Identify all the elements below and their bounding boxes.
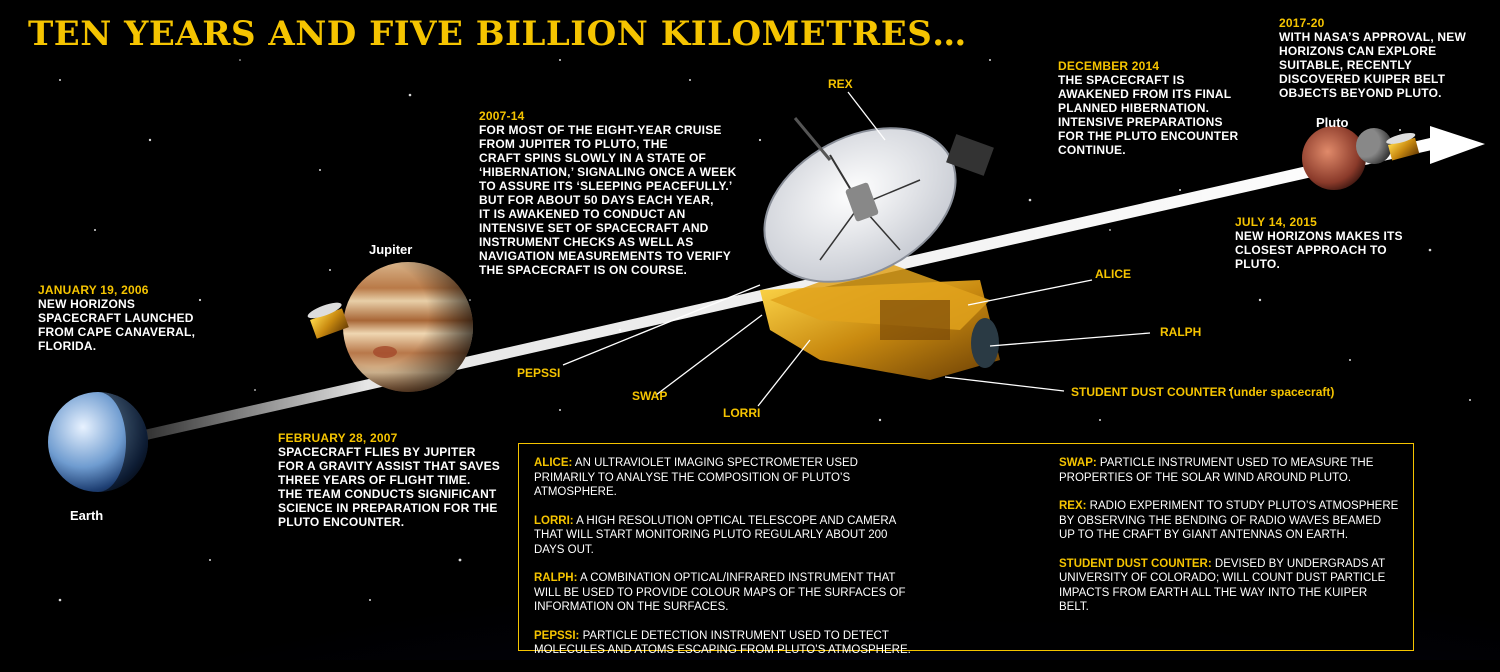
legend-desc: A COMBINATION OPTICAL/INFRARED INSTRUMENT THAT WILL BE USED TO PROVIDE COLOUR MAPS OF THE SURFACES OF INFORMATION ON THE SURFACES.: [534, 572, 906, 613]
legend-desc: PARTICLE DETECTION INSTRUMENT USED TO DETECT MOLECULES AND ATOMS ESCAPING FROM PLUTO’S ATMOSPHERE.: [534, 629, 911, 656]
headline-title: TEN YEARS AND FIVE BILLION KILOMETRES…: [28, 14, 967, 54]
timeline-wake-text: THE SPACECRAFT IS AWAKENED FROM ITS FINAL PLANNED HIBERNATION. INTENSIVE PREPARATIONS FOR THE PLUTO ENCOUNTER CONTINUE.: [1058, 73, 1239, 157]
jupiter-label: Jupiter: [369, 242, 413, 257]
pluto-globe: [1302, 126, 1366, 190]
timeline-approach-text: NEW HORIZONS MAKES ITS CLOSEST APPROACH TO PLUTO.: [1235, 229, 1403, 271]
timeline-wake: [1058, 59, 1238, 157]
timeline-approach-date: JULY 14, 2015: [1235, 215, 1318, 229]
timeline-cruise-text: FOR MOST OF THE EIGHT-YEAR CRUISE FROM JUPITER TO PLUTO, THE CRAFT SPINS SLOWLY IN A STATE OF ‘HIBERNATION,’ SIGNALING ONCE A WEEK TO ASSURE ITS ‘SLEEPING PEACEFULLY.’ BUT FOR ABOUT 50 DAYS EACH YEAR, IT IS AWAKENED TO CONDUCT AN INTENSIVE SET OF SPACECRAFT AND INSTRUMENT CHECKS AS WELL AS NAVIGATION MEASUREMENTS TO VERIFY THE SPACECRAFT IS ON COURSE.: [479, 123, 737, 277]
legend-desc: DEVISED BY UNDERGRADS AT UNIVERSITY OF COLORADO; WILL COUNT DUST PARTICLE IMPACTS FROM EARTH ALL THE WAY INTO THE KUIPER BELT.: [1059, 557, 1386, 613]
legend-entry-alice: [534, 456, 914, 500]
instrument-label-pepssi: PEPSSI: [517, 366, 561, 380]
legend-term: SWAP:: [1059, 457, 1097, 469]
timeline-flyby-date: FEBRUARY 28, 2007: [278, 431, 398, 445]
timeline-launch-date: JANUARY 19, 2006: [38, 283, 149, 297]
timeline-future: [1279, 16, 1466, 100]
pluto-label: Pluto: [1316, 115, 1349, 130]
legend-term: STUDENT DUST COUNTER:: [1059, 557, 1212, 570]
legend-column-left: [534, 456, 914, 672]
instrument-legend: [518, 443, 1414, 656]
timeline-future-text: WITH NASA’S APPROVAL, NEW HORIZONS CAN EXPLORE SUITABLE, RECENTLY DISCOVERED KUIPER BELT OBJECTS BEYOND PLUTO.: [1279, 30, 1467, 100]
timeline-flyby: [278, 431, 500, 529]
timeline-launch: [38, 283, 195, 353]
instrument-label-rex: REX: [828, 77, 853, 91]
instrument-label-lorri: LORRI: [723, 406, 761, 420]
legend-term: REX:: [1059, 500, 1087, 512]
legend-entry-pepssi: [534, 629, 914, 658]
legend-desc: AN ULTRAVIOLET IMAGING SPECTROMETER USED PRIMARILY TO ANALYSE THE COMPOSITION OF PLUTO’S ATMOSPHERE.: [534, 457, 858, 498]
timeline-wake-date: DECEMBER 2014: [1058, 59, 1160, 73]
instrument-label-alice: ALICE: [1095, 267, 1131, 281]
legend-desc: A HIGH RESOLUTION OPTICAL TELESCOPE AND CAMERA THAT WILL START MONITORING PLUTO REGULARLY ABOUT 200 DAYS OUT.: [534, 514, 896, 556]
legend-term: ALICE:: [534, 457, 573, 469]
legend-entry-ralph: [534, 571, 914, 615]
timeline-launch-text: NEW HORIZONS SPACECRAFT LAUNCHED FROM CAPE CANAVERAL, FLORIDA.: [38, 297, 196, 353]
instrument-label-ralph: RALPH: [1160, 325, 1202, 339]
timeline-flyby-text: SPACECRAFT FLIES BY JUPITER FOR A GRAVITY ASSIST THAT SAVES THREE YEARS OF FLIGHT TIME. THE TEAM CONDUCTS SIGNIFICANT SCIENCE IN PREPARATION FOR THE PLUTO ENCOUNTER.: [278, 445, 500, 529]
legend-term: PEPSSI:: [534, 629, 580, 642]
legend-entry-student-dust-counter: [1059, 557, 1399, 615]
legend-desc: RADIO EXPERIMENT TO STUDY PLUTO’S ATMOSPHERE BY OBSERVING THE BENDING OF RADIO WAVES BEAMED UP TO THE CRAFT BY GIANT ANTENNAS ON EARTH.: [1059, 500, 1399, 541]
timeline-cruise: [479, 109, 736, 277]
earth-label: Earth: [70, 508, 104, 523]
legend-desc: PARTICLE INSTRUMENT USED TO MEASURE THE PROPERTIES OF THE SOLAR WIND AROUND PLUTO.: [1059, 457, 1374, 484]
legend-column-right: [1059, 456, 1399, 629]
timeline-approach: [1235, 215, 1403, 271]
legend-term: RALPH:: [534, 572, 578, 584]
legend-term: LORRI:: [534, 514, 574, 527]
instrument-label-swap: SWAP: [632, 389, 668, 403]
legend-entry-rex: [1059, 499, 1399, 543]
timeline-future-date: 2017-20: [1279, 16, 1325, 30]
legend-entry-swap: [1059, 456, 1399, 485]
legend-entry-lorri: [534, 514, 914, 558]
timeline-cruise-date: 2007-14: [479, 109, 525, 123]
instrument-label-student-dust-counter: STUDENT DUST COUNTER (under spacecraft): [1071, 385, 1335, 399]
